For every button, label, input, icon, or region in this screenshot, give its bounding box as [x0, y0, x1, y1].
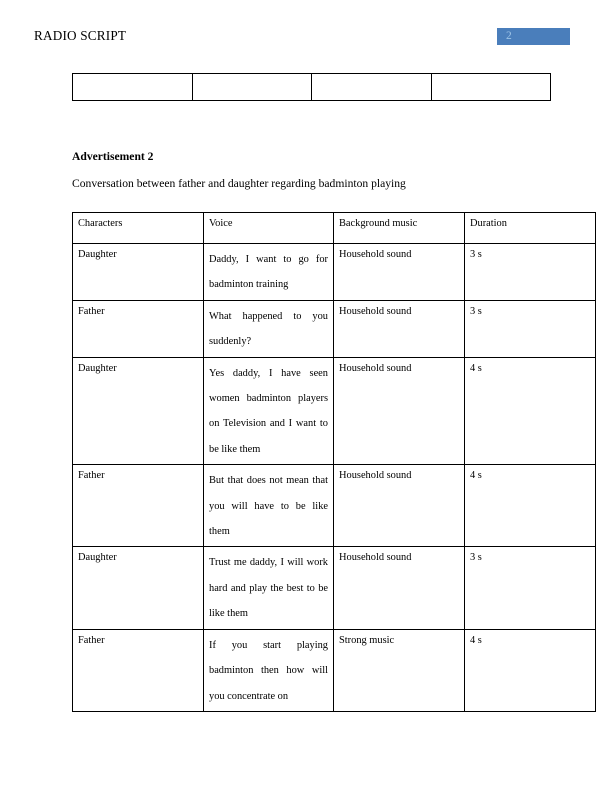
table-row	[73, 357, 596, 465]
empty-table	[72, 73, 551, 101]
cell-background-music: Household sound	[334, 547, 465, 629]
column-header-characters: Characters	[73, 213, 204, 244]
table-row	[73, 547, 596, 629]
table-row	[73, 300, 596, 357]
cell-characters: Daughter	[73, 357, 204, 465]
cell-duration: 3 s	[465, 547, 596, 629]
cell-voice-text: If you start playing badminton then how will you concentrate on	[209, 639, 328, 702]
table-row	[73, 465, 596, 547]
radio-script-table	[72, 212, 596, 712]
intro-paragraph: Conversation between father and daughter regarding badminton playing	[72, 177, 406, 190]
page-number-label: 2	[506, 30, 512, 42]
radio-script-table-body	[73, 213, 596, 712]
cell-voice-text: Daddy, I want to go for badminton training	[209, 254, 328, 291]
cell-voice-text: What happened to you suddenly?	[209, 310, 328, 348]
cell-voice	[204, 465, 334, 547]
cell-background-music: Strong music	[334, 629, 465, 711]
cell-voice-text: But that does not mean that you will have to be like them	[209, 475, 328, 538]
empty-cell-1	[73, 74, 193, 101]
cell-background-music: Household sound	[334, 300, 465, 357]
cell-characters: Father	[73, 629, 204, 711]
page-number-badge	[497, 28, 570, 45]
cell-voice	[204, 547, 334, 629]
cell-background-music: Household sound	[334, 357, 465, 465]
empty-cell-4	[431, 74, 551, 101]
table-header-row	[73, 213, 596, 244]
cell-voice	[204, 357, 334, 465]
cell-characters: Daughter	[73, 244, 204, 301]
table-row	[73, 629, 596, 711]
cell-duration: 4 s	[465, 357, 596, 465]
cell-voice	[204, 300, 334, 357]
cell-characters: Father	[73, 465, 204, 547]
cell-characters: Daughter	[73, 547, 204, 629]
section-heading: Advertisement 2	[72, 150, 154, 163]
table-row	[73, 244, 596, 301]
empty-cell-3	[312, 74, 432, 101]
cell-duration: 3 s	[465, 300, 596, 357]
column-header-duration: Duration	[465, 213, 596, 244]
cell-background-music: Household sound	[334, 244, 465, 301]
cell-voice	[204, 244, 334, 301]
document-header	[34, 27, 579, 49]
cell-duration: 4 s	[465, 465, 596, 547]
header-title: RADIO SCRIPT	[34, 28, 127, 43]
cell-characters: Father	[73, 300, 204, 357]
column-header-background-music: Background music	[334, 213, 465, 244]
empty-table-body	[73, 74, 551, 101]
cell-duration: 4 s	[465, 629, 596, 711]
cell-duration: 3 s	[465, 244, 596, 301]
cell-voice	[204, 629, 334, 711]
cell-voice-text: Yes daddy, I have seen women badminton players on Television and I want to be like them	[209, 367, 328, 455]
table-row	[73, 74, 551, 101]
cell-voice-text: Trust me daddy, I will work hard and play the best to be like them	[209, 557, 328, 620]
empty-cell-2	[192, 74, 312, 101]
cell-background-music: Household sound	[334, 465, 465, 547]
column-header-voice: Voice	[204, 213, 334, 244]
